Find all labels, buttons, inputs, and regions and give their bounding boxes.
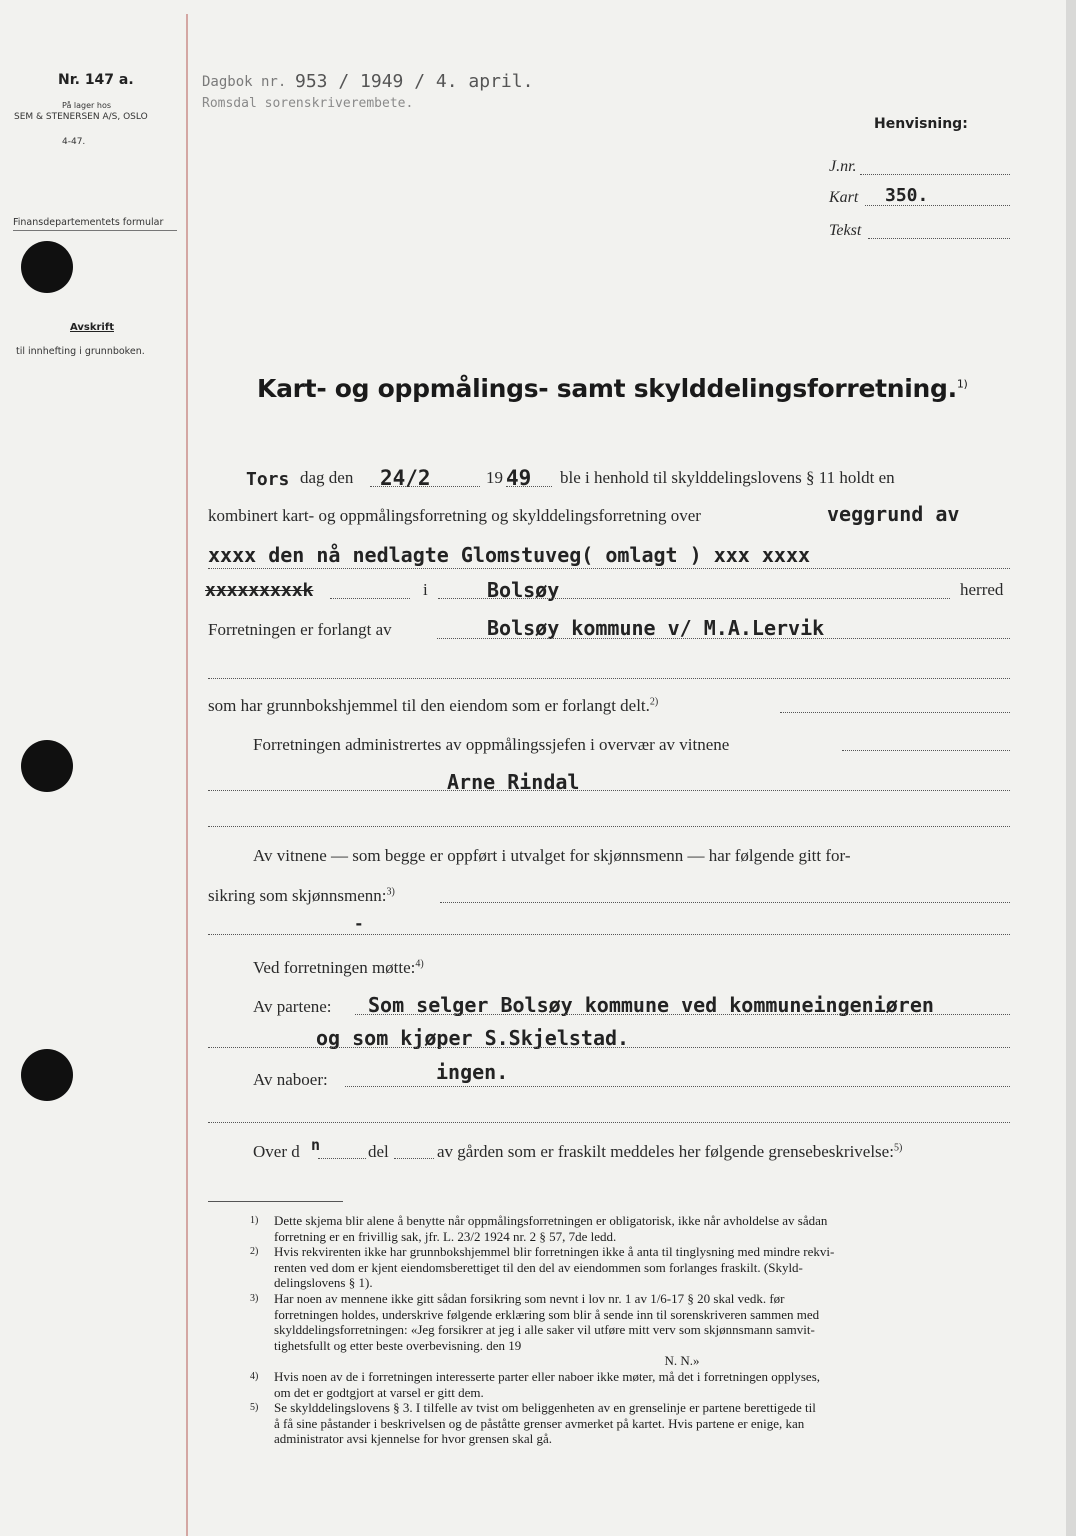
footnote-6 xyxy=(250,1400,1010,1447)
line4-line-a xyxy=(330,598,410,599)
footnote-line: Hvis rekvirenten ikke har grunnbokshjemmel blir forretningen ikke å anta til tinglysning med mindre rekvi- xyxy=(274,1244,835,1260)
naboer-line xyxy=(345,1086,1010,1087)
line2-text: kombinert kart- og oppmålingsforretning og skylddelingsforretning over xyxy=(208,506,701,525)
footnote-line: Se skylddelingslovens § 3. I tilfelle av tvist om beliggenheten av en grenselinje er partene berettigede til xyxy=(274,1400,816,1416)
ministry-underline xyxy=(13,230,177,231)
over-start: Over d xyxy=(253,1142,300,1161)
vitner-line1: Av vitnene — som begge er oppført i utvalget for skjønnsmenn — har følgende gitt for- xyxy=(253,846,851,865)
kart-line xyxy=(865,205,1010,206)
stamp-dagbok-value: 953 / 1949 / 4. april. xyxy=(295,71,534,92)
year-line xyxy=(506,486,552,487)
footnote-line: tighetsfullt og etter beste overbevisning. den 19 xyxy=(274,1337,522,1353)
line4-i: i xyxy=(423,580,428,599)
year-suffix: 49 xyxy=(506,466,532,490)
day-name: Tors xyxy=(246,469,290,490)
stamp-office: Romsdal sorenskriverembete. xyxy=(202,96,414,111)
vitner-label: sikring som skjønnsmenn: xyxy=(208,886,387,905)
copy-purpose: til innhefting i grunnboken. xyxy=(16,346,145,357)
punch-hole-bottom xyxy=(21,1049,73,1101)
publisher-line1: På lager hos xyxy=(62,101,111,110)
footnote-line: Har noen av mennene ikke gitt sådan forsikring som nevnt i lov nr. 1 av 1/6-17 § 20 skal vedk. før xyxy=(274,1290,785,1306)
footnote-line: administrator avsi kjennelse for hvor grensen skal gå. xyxy=(274,1431,552,1447)
tekst-label: Tekst xyxy=(829,222,862,239)
vitner-note: 3) xyxy=(386,886,395,898)
admin-line xyxy=(842,750,1010,751)
footnote-number: 1) xyxy=(250,1215,259,1226)
year-prefix: 19 xyxy=(486,468,503,487)
tekst-line xyxy=(868,238,1010,239)
footnote-line: Hvis noen av de i forretningen interesserte parter eller naboer ikke møter, må det i forretningen opplyses, xyxy=(274,1368,821,1384)
jnr-label: J.nr. xyxy=(829,158,857,175)
partene-dots-1 xyxy=(355,1014,1010,1015)
hjemmel-text xyxy=(208,696,658,716)
requested-label: Forretningen er forlangt av xyxy=(208,620,392,639)
punch-hole-top xyxy=(21,241,73,293)
footnote-line: skylddelingsforretningen: «Jeg forsikrer at jeg i alle saker vil utføre mitt verv som skjønnsmann samvit- xyxy=(274,1322,815,1338)
footnote-line: delingslovens § 1). xyxy=(274,1275,373,1291)
form-edition: 4-47. xyxy=(62,137,86,147)
footnote-number: 4) xyxy=(250,1370,259,1382)
line2-typed: veggrund av xyxy=(827,502,960,526)
footnote-5 xyxy=(250,1368,1010,1400)
over-del: del xyxy=(368,1142,389,1161)
jnr-line xyxy=(860,174,1010,175)
mote-note: 4) xyxy=(415,958,424,970)
requested-line xyxy=(437,638,1010,639)
blank-line-1 xyxy=(208,678,1010,679)
form-number: Nr. 147 a. xyxy=(58,72,134,88)
stamp-dagbok-label: Dagbok nr. xyxy=(202,74,287,90)
line4-end: herred xyxy=(960,580,1004,599)
footnote-1 xyxy=(250,1213,1010,1244)
mote-label: Ved forretningen møtte: xyxy=(253,958,416,977)
partene-line1: Som selger Bolsøy kommune ved kommuneingeniøren xyxy=(368,993,934,1017)
partene-dots-2 xyxy=(208,1047,1010,1048)
partene-line2: og som kjøper S.Skjelstad. xyxy=(316,1026,630,1050)
footnote-number: 5) xyxy=(250,1402,259,1414)
line4-struck: xxxxxxxxxk xyxy=(205,580,314,601)
title-note: 1) xyxy=(956,377,968,391)
footnote-line: renten ved dom er kjent eiendomsberettiget til den del av eiendommen som forlanges fraskilt. (Skyld- xyxy=(274,1259,803,1275)
footnote-line: om det er godtgjort at varsel er gitt dem. xyxy=(274,1384,484,1400)
witness-line xyxy=(208,790,1010,791)
admin-text: Forretningen administrertes av oppmålingssjefen i overvær av vitnene xyxy=(253,735,730,754)
line4-line-b xyxy=(438,598,950,599)
over-note: 5) xyxy=(893,1142,903,1154)
footnote-line: forretning er en frivillig sak, jfr. L. 23/2 1924 nr. 2 § 57, 7de ledd. xyxy=(274,1228,617,1244)
footnote-4 xyxy=(274,1353,1010,1369)
title-text: Kart- og oppmålings- samt skylddelingsforretning. xyxy=(257,374,957,403)
mote-text xyxy=(253,958,424,978)
footnote-3 xyxy=(250,1290,1010,1353)
vitner-line2 xyxy=(208,886,395,906)
hjemmel-note: 2) xyxy=(649,696,659,708)
over-n: n xyxy=(311,1136,321,1154)
after-date: ble i henhold til skylddelingslovens § 11 holdt en xyxy=(560,468,895,487)
kart-label: Kart xyxy=(829,189,859,206)
over-line-a xyxy=(318,1158,366,1159)
footnote-line: forretningen holdes, underskrive følgende erklæring som blir å sende inn til sorenskriveren sammen med xyxy=(274,1306,820,1322)
requested-value: Bolsøy kommune v/ M.A.Lervik xyxy=(487,616,825,640)
copy-label: Avskrift xyxy=(70,322,114,333)
vitner-line xyxy=(440,902,1010,903)
blank-line-2 xyxy=(208,826,1010,827)
witness-name: Arne Rindal xyxy=(447,770,580,794)
hjemmel-label: som har grunnbokshjemmel til den eiendom som er forlangt delt. xyxy=(208,696,650,715)
over-rest-text: av gården som er fraskilt meddeles her følgende grensebeskrivelse: xyxy=(437,1142,894,1161)
line3-typed: xxxx den nå nedlagte Glomstuveg( omlagt ) xxx xxxx xyxy=(208,543,811,567)
ministry-form: Finansdepartementets formular xyxy=(13,217,164,228)
footnote-line: Dette skjema blir alene å benytte når oppmålingsforretningen er obligatorisk, ikke når avholdelse av sådan xyxy=(274,1213,828,1228)
footnote-line: N. N.» xyxy=(664,1353,700,1369)
blank-line-3 xyxy=(208,934,1010,935)
naboer-label: Av naboer: xyxy=(253,1070,328,1089)
punch-hole-middle xyxy=(21,740,73,792)
footnote-number: 3) xyxy=(250,1292,259,1304)
day-suffix: dag den xyxy=(300,468,354,487)
over-rest xyxy=(437,1142,902,1162)
footnotes xyxy=(250,1213,1010,1447)
partene-label: Av partene: xyxy=(253,997,332,1016)
naboer-value: ingen. xyxy=(436,1060,509,1084)
reference-header: Henvisning: xyxy=(874,116,968,132)
footnote-line: å få sine påstander i beskrivelsen og de påståtte grenser avmerket på kartet. Hvis partene er enige, kan xyxy=(274,1415,805,1431)
footnote-2 xyxy=(250,1244,1010,1291)
margin-rule xyxy=(186,14,188,1536)
document-title xyxy=(257,374,968,403)
kart-value: 350. xyxy=(885,185,929,206)
blank-line-4 xyxy=(208,1122,1010,1123)
publisher-line2: SEM & STENERSEN A/S, OSLO xyxy=(14,112,148,122)
hjemmel-line xyxy=(780,712,1010,713)
vitner-value: - xyxy=(354,914,364,933)
footnote-number: 2) xyxy=(250,1246,259,1258)
date-value: 24/2 xyxy=(380,466,431,490)
over-line-b xyxy=(394,1158,434,1159)
line3-line xyxy=(208,568,1010,569)
municipality: Bolsøy xyxy=(487,578,560,602)
footnote-rule xyxy=(208,1201,343,1202)
